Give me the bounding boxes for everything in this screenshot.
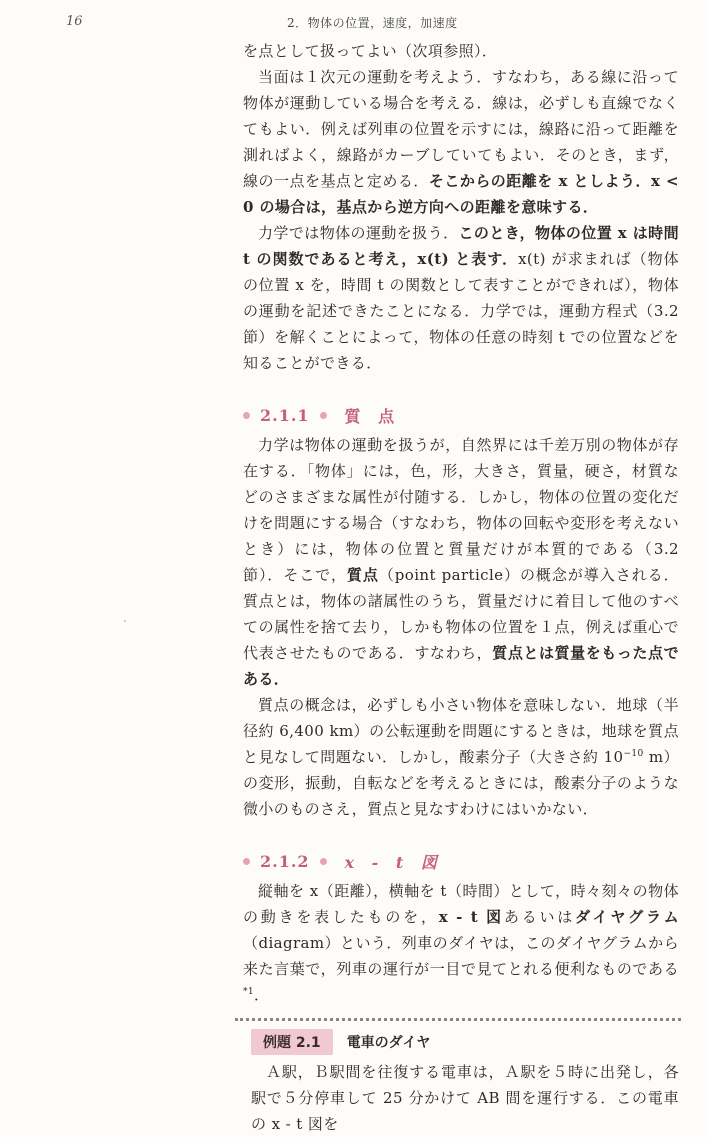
paragraph-text: 力学は物体の運動を扱うが，自然界には千差万別の物体が存在する．「物体」には，色，形，大きさ，質量，硬さ，材質などのさまざまな属性が付随する．しかし，物体の位置の変化だけを問題にする場合（すなわち，物体の回転や変形を考えないとき）には，物体の位置と質量だけが本質的である（3.2 節）．そこで， (243, 436, 679, 584)
term-diagram: ダイヤグラム (575, 908, 679, 926)
paragraph-position-function (243, 220, 679, 376)
section-heading-2-1-2 (243, 848, 679, 874)
section-number: 2.1.2 (260, 851, 310, 871)
paragraph-continuation: を点として扱ってよい（次項参照）． (243, 42, 498, 60)
paragraph-text: あるいは (503, 908, 576, 926)
section-number: 2.1.1 (260, 405, 310, 425)
bullet-dot-icon (243, 412, 250, 419)
section-title: x - t 図 (344, 852, 443, 872)
term-xt-diagram: x - t 図 (438, 908, 504, 926)
paragraph-text: 質点の概念は，必ずしも小さい物体を意味しない．地球（半径約 6,400 km）の公転運動を問題にするときは，地球を質点と見なして問題ない．しかし，酸素分子（大きさ約 10 (243, 696, 679, 766)
example-body: Ａ駅，Ｂ駅間を往復する電車は，Ａ駅を５時に出発し，各駅で５分停車して 25 分かけて AB 間を運行する．この電車の x - t 図を (251, 1063, 679, 1133)
bullet-dot-icon (320, 412, 327, 419)
bold-definition: このとき，物体の位置 x は時間 t の関数であると考え，x(t) と表す． (243, 224, 679, 268)
paragraph-text: x(t) が求まれば（物体の位置 x を，時間 t の関数として表すことができれば），物体の運動を記述できたことになる．力学では，運動方程式（3.2 節）を解くことによって，物体の任意の時刻 t での位置などを知ることができる． (243, 250, 679, 372)
paragraph-xt-diagram (243, 878, 679, 1008)
paragraph-scale-examples (243, 692, 679, 822)
paragraph-text: 縦軸を x（距離），横軸を t（時間）として，時々刻々の物体の動きを表したものを， (243, 882, 679, 926)
bold-definition: そこからの距離を x としよう．x < 0 の場合は，基点から逆方向への距離を意味する． (243, 172, 679, 216)
paragraph-one-dimension (243, 64, 679, 220)
example-title: 電車のダイヤ (346, 1035, 431, 1051)
paragraph-text: m）の変形，振動，自転などを考えるときには，酸素分子のような微小のものさえ，質点と見なすわけにはいかない． (243, 748, 679, 818)
page-body (243, 38, 679, 1137)
paragraph-text: 力学では物体の運動を扱う． (258, 224, 459, 242)
example-heading (251, 1029, 679, 1055)
footnote-marker: *1 (243, 987, 255, 997)
bullet-dot-icon (320, 858, 327, 865)
paragraph-text: ． (254, 986, 270, 1004)
section-heading-2-1-1 (243, 402, 679, 428)
paragraph-text: 当面は１次元の運動を考えよう．すなわち，ある線に沿って物体が運動している場合を考える．線は，必ずしも直線でなくてもよい．例えば列車の位置を示すには，線路に沿って距離を測ればよく，線路がカーブしていてもよい．そのとき，まず，線の一点を基点と定める． (243, 68, 679, 190)
term-point-particle: 質点 (346, 566, 379, 584)
scan-speck (124, 620, 126, 622)
example-divider (235, 1018, 681, 1021)
paragraph-text: （diagram）という．列車のダイヤは，このダイヤグラムから来た言葉で，列車の運行が一目で見てとれる便利なものである (243, 934, 679, 978)
example-label-badge: 例題 2.1 (251, 1029, 333, 1055)
section-title: 質 点 (344, 406, 401, 426)
exponent: −10 (623, 749, 644, 759)
page-number: 16 (66, 14, 83, 29)
running-head: 2．物体の位置，速度，加速度 (287, 16, 458, 30)
paragraph-point-particle (243, 432, 679, 692)
paragraph-text: （point particle）の概念が導入される．質点とは，物体の諸属性のうち，質量だけに着目して他のすべての属性を捨て去り，しかも物体の位置を１点，例えば重心で代表させたものである．すなわち， (243, 566, 679, 662)
bullet-dot-icon (243, 858, 250, 865)
bold-definition: 質点とは質量をもった点である． (243, 644, 679, 688)
